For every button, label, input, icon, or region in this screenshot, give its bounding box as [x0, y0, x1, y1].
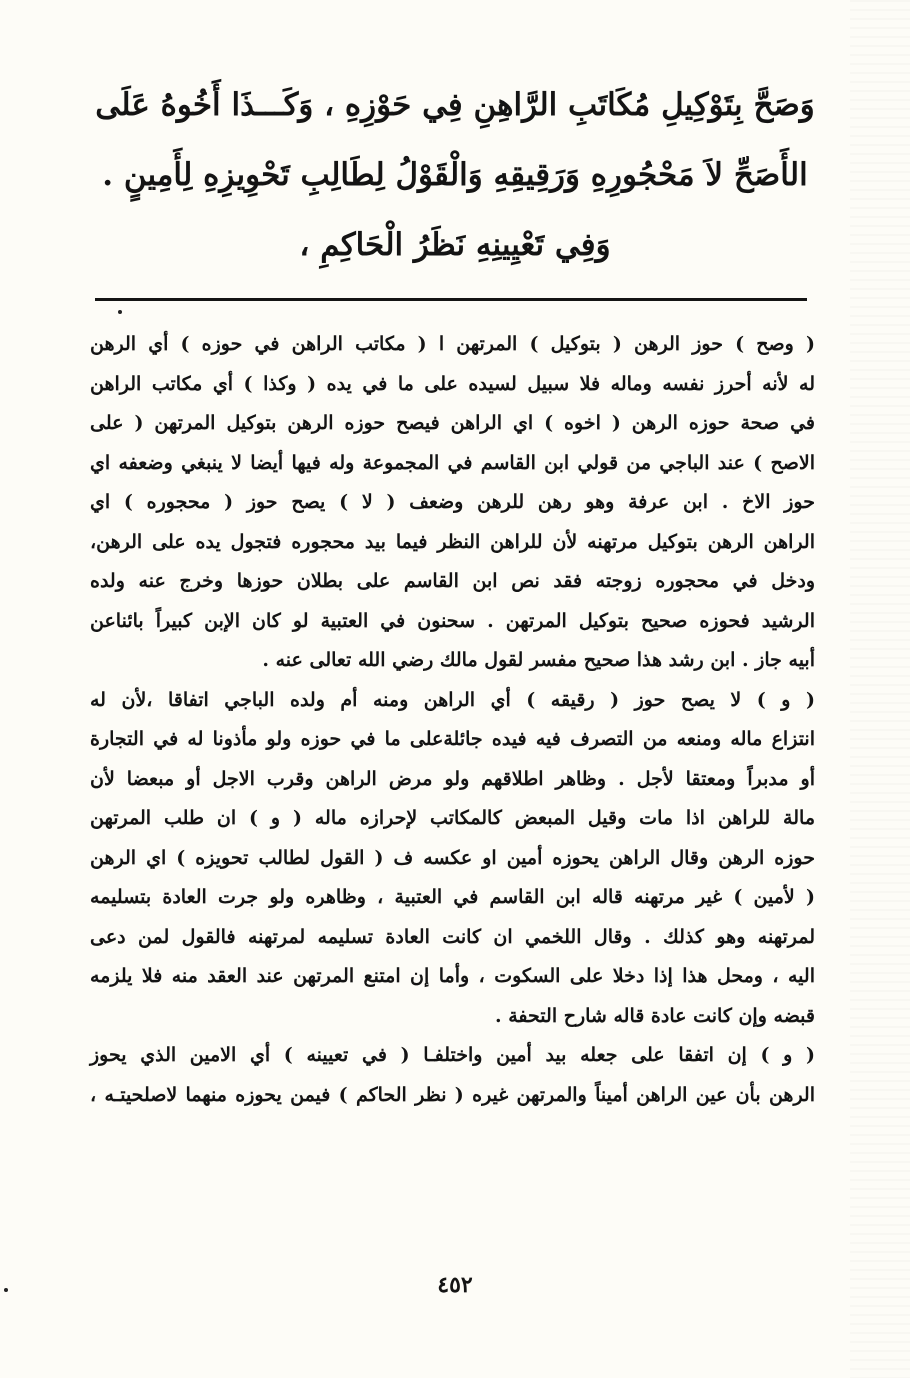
- text-line: اليه ، ومحل هذا إذا دخلا على السكوت ، وأما إن امتنع المرتهن عند العقد منه فلا يلزمه: [90, 965, 815, 987]
- sharh-paragraph: [90, 325, 815, 681]
- page-number: ٤٥٢: [437, 1272, 473, 1298]
- sharh-paragraph: [90, 681, 815, 1037]
- matn-text: [95, 70, 815, 280]
- matn-line: وَصَحَّ بِتَوْكِيلِ مُكَاتَبِ الرَّاهِنِ فِي حَوْزِهِ ، وَكَـــذَا أَخُوهُ عَلَى: [95, 87, 815, 123]
- text-line: مالة للراهن اذا مات وقيل المبعض كالمكاتب لإحرازه ماله ( و ) ان طلب المرتهن: [90, 807, 815, 829]
- text-line: انتزاع ماله ومنعه من التصرف فيه فيده جائلةعلى ما في حوزه ولو مأذونا له في التجارة: [90, 728, 815, 750]
- text-line: ( لأمين ) غير مرتهنه قاله ابن القاسم في العتبية ، وظاهره ولو جرت العادة بتسليمه: [90, 886, 815, 908]
- matn-line: وَفِي تَعْيِينِهِ نَظَرُ الْحَاكِمِ ،: [299, 227, 611, 263]
- sharh-paragraph: [90, 1036, 815, 1115]
- matn-line: الأَصَحِّ لاَ مَحْجُورِهِ وَرَقِيقِهِ وَالْقَوْلُ لِطَالِبِ تَحْوِيزِهِ لِأَمِينٍ .: [102, 157, 808, 193]
- text-line: أو مدبراً ومعتقا لأجل . وظاهر اطلاقهم ولو مرض الراهن وقرب الاجل أو مبعضا لأن: [90, 767, 815, 790]
- ink-speck: [4, 1288, 8, 1292]
- ink-speck: [118, 310, 122, 314]
- text-line: الراهن الرهن بتوكيل مرتهنه لأن للراهن النظر فيما بيد محجوره فتجول يده على الرهن،: [90, 530, 815, 553]
- text-line: قبضه وإن كانت عادة قاله شارح التحفة .: [495, 1004, 815, 1027]
- text-line: الاصح ) عند الباجي من قولي ابن القاسم في المجموعة وله فيها أيضا لا ينبغي وضعفه اي: [90, 451, 815, 474]
- text-line: ( وصح ) حوز الرهن ( بتوكيل ) المرتهن ا ( مكاتب الراهن في حوزه ) أي الرهن: [90, 333, 815, 355]
- sharh-text: [90, 325, 815, 1115]
- text-line: الرشيد فحوزه صحيح بتوكيل المرتهن . سحنون في العتبية لو كان الإبن كبيراً بائناعن: [90, 609, 815, 632]
- text-line: الرهن بأن عين الراهن أميناً والمرتهن غيره ( نظر الحاكم ) فيمن يحوزه منهما لاصلحيتـه ،: [90, 1083, 815, 1106]
- text-line: ( و ) إن اتفقا على جعله بيد أمين واختلفـا ( في تعيينه ) أي الامين الذي يحوز: [90, 1044, 815, 1066]
- text-line: حوز الاخ . ابن عرفة وهو رهن للرهن وضعف ( لا ) يصح حوز ( محجوره ) اي: [90, 491, 815, 513]
- text-line: لمرتهنه وهو كذلك . وقال اللخمي ان كانت العادة تسليمه لمرتهنه فالقول لمن دعى: [90, 925, 815, 948]
- text-line: له لأنه أحرز نفسه وماله فلا سبيل لسيده على ما في يده ( وكذا ) أي مكاتب الراهن: [90, 372, 815, 395]
- separator-rule: [95, 298, 807, 301]
- text-line: أبيه جاز . ابن رشد هذا صحيح مفسر لقول مالك رضي الله تعالى عنه .: [262, 649, 815, 671]
- text-line: ودخل في محجوره زوجته فقد نص ابن القاسم على بطلان حوزها وخرج عنه ولده: [90, 570, 815, 592]
- text-line: حوزه الرهن وقال الراهن يحوزه أمين او عكسه ف ( القول لطالب تحويزه ) اي الرهن: [90, 846, 815, 869]
- scan-edge-texture: [850, 0, 910, 1378]
- text-line: في صحة حوزه الرهن ( اخوه ) اي الراهن فيصح حوزه الرهن بتوكيل المرتهن ( على: [90, 412, 815, 434]
- text-line: ( و ) لا يصح حوز ( رقيقه ) أي الراهن ومنه أم ولده الباجي اتفاقا ،لأن له: [90, 688, 815, 711]
